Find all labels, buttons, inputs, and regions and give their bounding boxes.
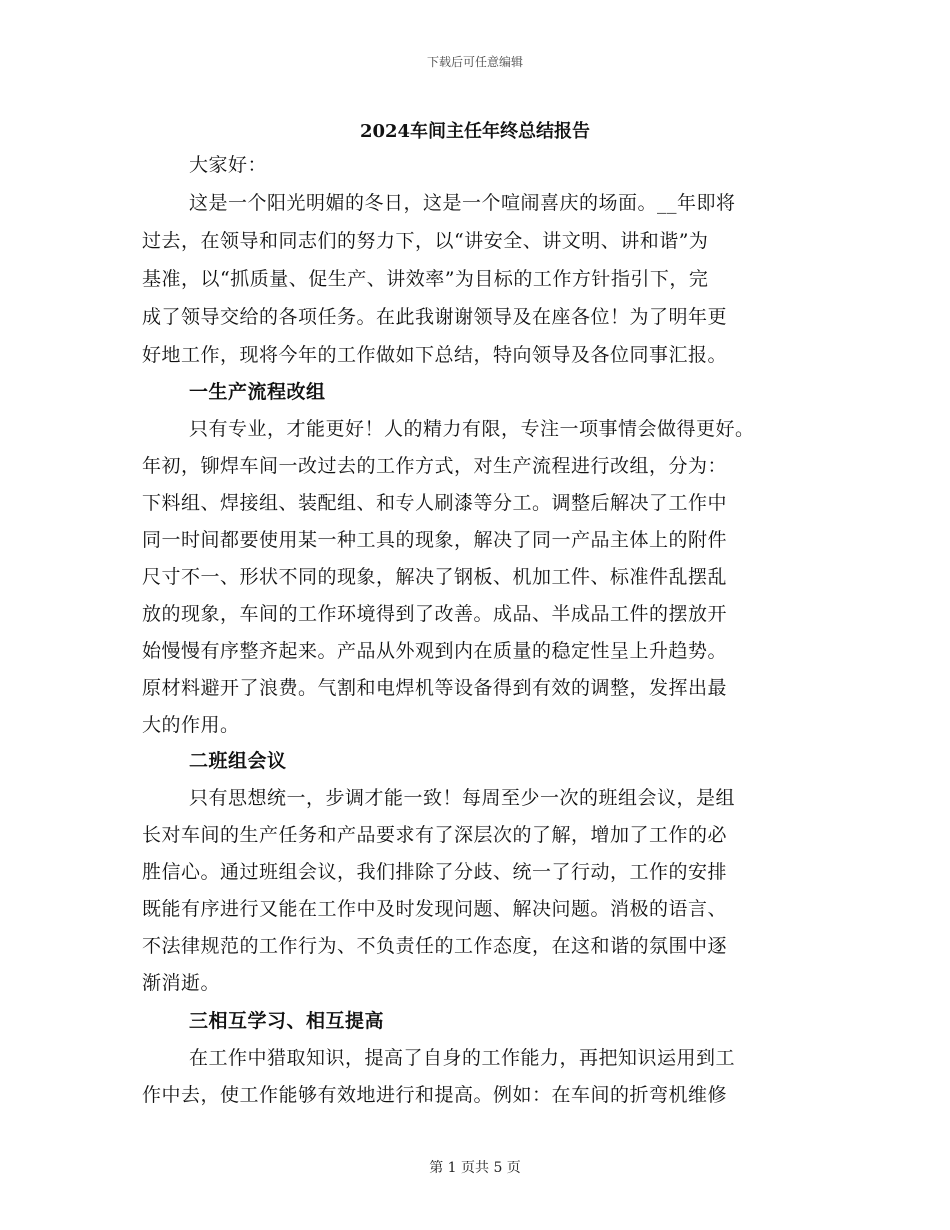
- body-line: 始慢慢有序整齐起来。产品从外观到内在质量的稳定性呈上升趋势。: [142, 640, 728, 662]
- section-heading: 一生产流程改组: [189, 381, 326, 403]
- body-line: 同一时间都要使用某一种工具的现象，解决了同一产品主体上的附件: [142, 529, 728, 551]
- body-line: 作中去，使工作能够有效地进行和提高。例如：在车间的折弯机维修: [142, 1084, 728, 1106]
- body-line: 放的现象，车间的工作环境得到了改善。成品、半成品工件的摆放开: [142, 603, 728, 625]
- section-heading: 三相互学习、相互提高: [189, 1010, 385, 1032]
- section-heading: 二班组会议: [189, 750, 287, 772]
- body-line: 在工作中猎取知识，提高了自身的工作能力，再把知识运用到工: [189, 1047, 736, 1069]
- body-line: 原材料避开了浪费。气割和电焊机等设备得到有效的调整，发挥出最: [142, 677, 728, 699]
- body-line: 这是一个阳光明媚的冬日，这是一个喧闹喜庆的场面。__年即将: [189, 192, 736, 214]
- body-line: 基准，以“抓质量、促生产、讲效率”为目标的工作方针指引下，完: [142, 268, 709, 290]
- body-line: 下料组、焊接组、装配组、和专人刷漆等分工。调整后解决了工作中: [142, 492, 728, 514]
- page-number: 第 1 页共 5 页: [429, 1160, 521, 1176]
- document-title: 2024车间主任年终总结报告: [359, 121, 591, 142]
- body-line: 年初，铆焊车间一改过去的工作方式，对生产流程进行改组，分为：: [142, 455, 728, 477]
- body-line: 胜信心。通过班组会议，我们排除了分歧、统一了行动，工作的安排: [142, 861, 728, 883]
- body-line: 渐消逝。: [142, 972, 221, 994]
- body-line: 大的作用。: [142, 714, 240, 736]
- body-line: 过去，在领导和同志们的努力下，以“讲安全、讲文明、讲和谐”为: [142, 230, 709, 252]
- body-line: 好地工作，现将今年的工作做如下总结，特向领导及各位同事汇报。: [142, 344, 728, 366]
- body-line: 尺寸不一、形状不同的现象，解决了钢板、机加工件、标准件乱摆乱: [142, 566, 728, 588]
- body-line: 只有思想统一，步调才能一致！每周至少一次的班组会议，是组: [189, 787, 736, 809]
- body-line: 只有专业，才能更好！人的精力有限，专注一项事情会做得更好。: [189, 418, 755, 440]
- greeting: 大家好：: [189, 154, 268, 176]
- body-line: 不法律规范的工作行为、不负责任的工作态度，在这和谐的氛围中逐: [142, 935, 728, 957]
- body-line: 成了领导交给的各项任务。在此我谢谢领导及在座各位！为了明年更: [142, 306, 728, 328]
- body-line: 既能有序进行又能在工作中及时发现问题、解决问题。消极的语言、: [142, 898, 728, 920]
- body-line: 长对车间的生产任务和产品要求有了深层次的了解，增加了工作的必: [142, 824, 728, 846]
- page-header-note: 下载后可任意编辑: [426, 55, 523, 69]
